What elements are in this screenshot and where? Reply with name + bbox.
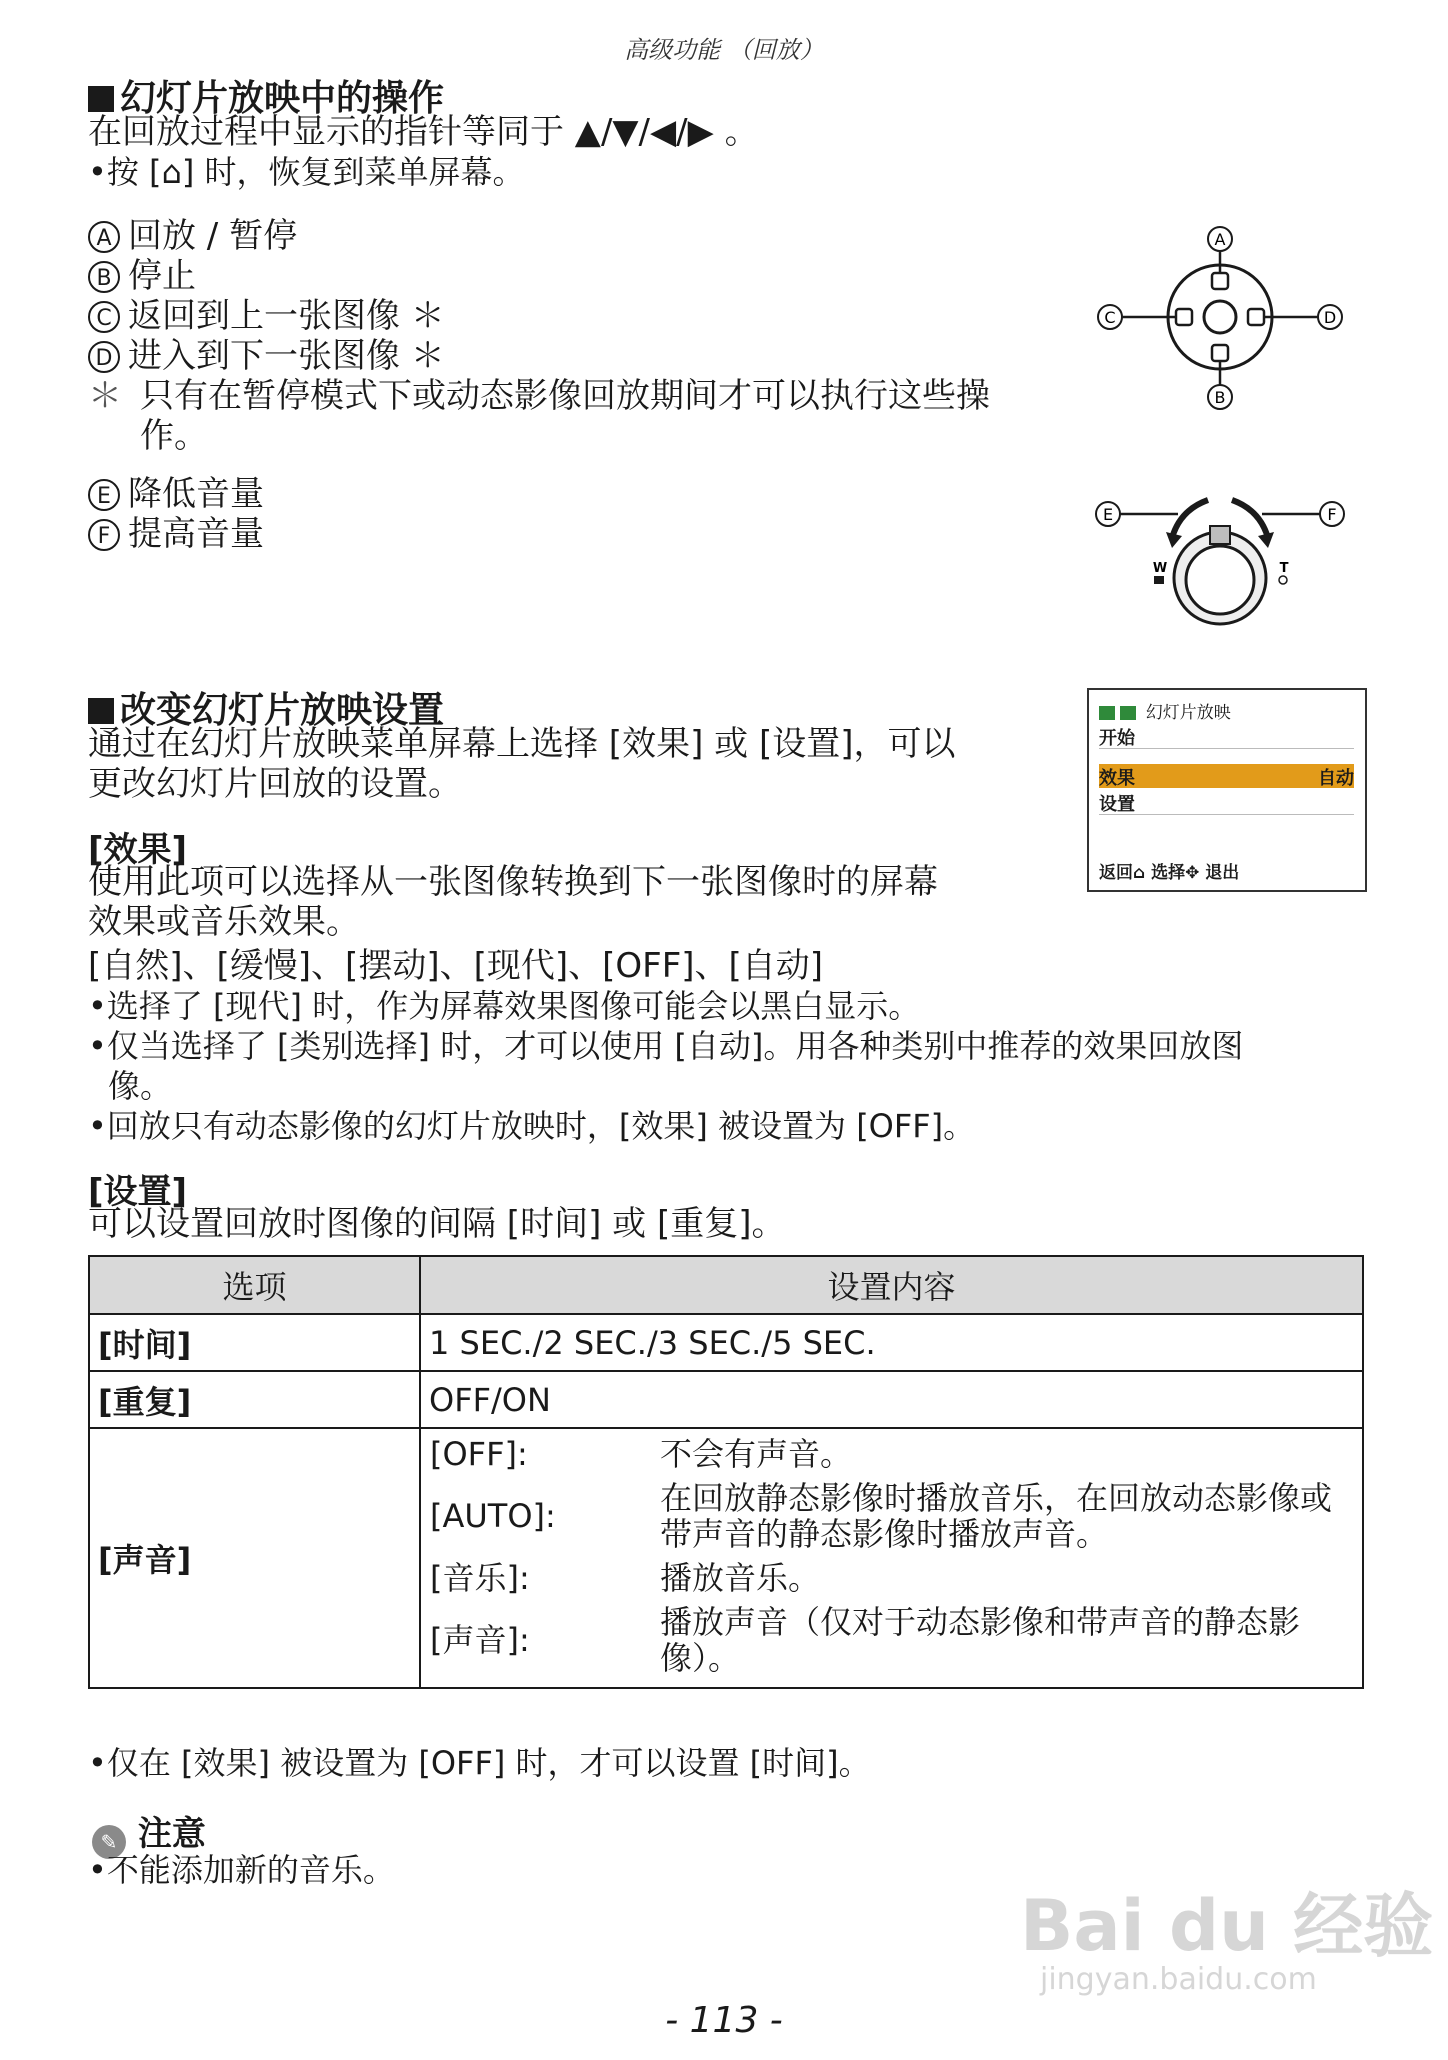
menu-item-effect[interactable]: 效果 自动 — [1099, 764, 1354, 788]
sound-desc-music: 播放音乐。 — [660, 1559, 821, 1597]
menu-item-setup[interactable]: 设置 — [1099, 790, 1354, 815]
page-number: - 113 - — [665, 2000, 783, 2041]
menu-item-start[interactable]: 开始 — [1099, 724, 1354, 749]
menu-footer: 返回⌂ 选择✥ 退出 — [1099, 863, 1240, 883]
table-header-option: 选项 — [89, 1256, 420, 1314]
section2-line1: 通过在幻灯片放映菜单屏幕上选择 [效果] 或 [设置]，可以 — [88, 724, 956, 764]
section1-bullet1: •按 [⌂] 时，恢复到菜单屏幕。 — [88, 153, 525, 191]
sound-opt-voice: [声音]: — [430, 1621, 530, 1659]
effect-line2: 效果或音乐效果。 — [88, 902, 360, 942]
watermark-logo: Bai du 经验 — [1020, 1885, 1434, 1967]
row-sound-label: [声音] — [89, 1428, 420, 1688]
square-bullet-icon — [88, 698, 114, 724]
effect-bullet3: •回放只有动态影像的幻灯片放映时，[效果] 被设置为 [OFF]。 — [88, 1107, 976, 1145]
sound-desc-voice: 播放声音（仅对于动态影像和带声音的静态影像）。 — [660, 1603, 1301, 1677]
watermark-url: jingyan.baidu.com — [1040, 1962, 1317, 1997]
section2-line2: 更改幻灯片回放的设置。 — [88, 764, 462, 804]
dial-w-label: W — [1152, 561, 1168, 576]
dial-t-label: T — [1279, 561, 1289, 576]
note-heading: ✎ 注意 — [92, 1806, 206, 1859]
sound-opt-music: [音乐]: — [430, 1559, 530, 1597]
table-header-content: 设置内容 — [420, 1256, 1363, 1314]
note-asterisk-line1: ＊ 只有在暂停模式下或动态影像回放期间才可以执行这些操 — [88, 376, 990, 416]
effect-options: [自然]、[缓慢]、[摆动]、[现代]、[OFF]、[自动] — [88, 946, 824, 986]
cursor-pad-diagram — [1090, 225, 1350, 410]
tele-magnifier-icon — [1279, 576, 1287, 584]
effect-bullet1: •选择了 [现代] 时，作为屏幕效果图像可能会以黑白显示。 — [88, 987, 921, 1025]
sound-desc-auto: 在回放静态影像时播放音乐，在回放动态影像或带声音的静态影像时播放声音。 — [660, 1479, 1333, 1553]
row-repeat-label: [重复] — [89, 1371, 420, 1428]
item-e: E 降低音量 — [88, 474, 264, 514]
item-a: A 回放 / 暂停 — [88, 216, 297, 256]
label-b: B — [1214, 388, 1226, 407]
label-e: E — [1102, 505, 1114, 524]
row-sound-values — [420, 1428, 1363, 1688]
row-repeat-value: OFF/ON — [420, 1371, 1363, 1428]
setup-line: 可以设置回放时图像的间隔 [时间] 或 [重复]。 — [88, 1204, 786, 1244]
slideshow-icon — [1120, 706, 1136, 720]
item-f: F 提高音量 — [88, 514, 264, 554]
section1-title: 幻灯片放映中的操作 — [88, 70, 444, 121]
table-row — [89, 1371, 1363, 1428]
sound-opt-auto: [AUTO]: — [430, 1497, 556, 1535]
menu-title-bar: 幻灯片放映 — [1099, 698, 1354, 720]
slideshow-menu-screen — [1087, 688, 1367, 892]
section2-title: 改变幻灯片放映设置 — [88, 682, 444, 733]
page-header: 高级功能 （回放） — [624, 36, 824, 64]
row-time-label: [时间] — [89, 1314, 420, 1371]
effect-title: [效果] — [88, 830, 188, 870]
zoom-lever-diagram — [1090, 490, 1350, 650]
item-c: C 返回到上一张图像 ＊ — [88, 296, 445, 336]
label-d: D — [1323, 308, 1337, 327]
effect-line1: 使用此项可以选择从一张图像转换到下一张图像时的屏幕 — [88, 862, 938, 902]
table-header-row — [89, 1256, 1363, 1314]
sound-desc-off: 不会有声音。 — [660, 1435, 853, 1473]
note-asterisk-line2: 作。 — [140, 416, 208, 456]
row-time-value: 1 SEC./2 SEC./3 SEC./5 SEC. — [420, 1314, 1363, 1371]
square-bullet-icon — [88, 86, 114, 112]
playback-mode-icon — [1099, 706, 1115, 720]
item-d: D 进入到下一张图像 ＊ — [88, 336, 445, 376]
settings-table — [88, 1255, 1364, 1689]
note-bullet: •不能添加新的音乐。 — [88, 1851, 395, 1889]
effect-bullet2-cont: 像。 — [108, 1067, 173, 1105]
label-a: A — [1214, 230, 1226, 249]
item-b: B 停止 — [88, 256, 196, 296]
table-row — [89, 1428, 1363, 1688]
pencil-note-icon: ✎ — [92, 1825, 126, 1859]
table-row — [89, 1314, 1363, 1371]
label-c: C — [1104, 308, 1116, 327]
effect-bullet2: •仅当选择了 [类别选择] 时，才可以使用 [自动]。用各种类别中推荐的效果回放图 — [88, 1027, 1244, 1065]
setup-title: [设置] — [88, 1172, 188, 1212]
section1-line1: 在回放过程中显示的指针等同于 ▲/▼/◀/▶ 。 — [88, 112, 759, 152]
sound-opt-off: [OFF]: — [430, 1435, 528, 1473]
wide-icon — [1154, 576, 1164, 584]
label-f: F — [1327, 505, 1337, 524]
footer-bullet: •仅在 [效果] 被设置为 [OFF] 时，才可以设置 [时间]。 — [88, 1744, 871, 1782]
